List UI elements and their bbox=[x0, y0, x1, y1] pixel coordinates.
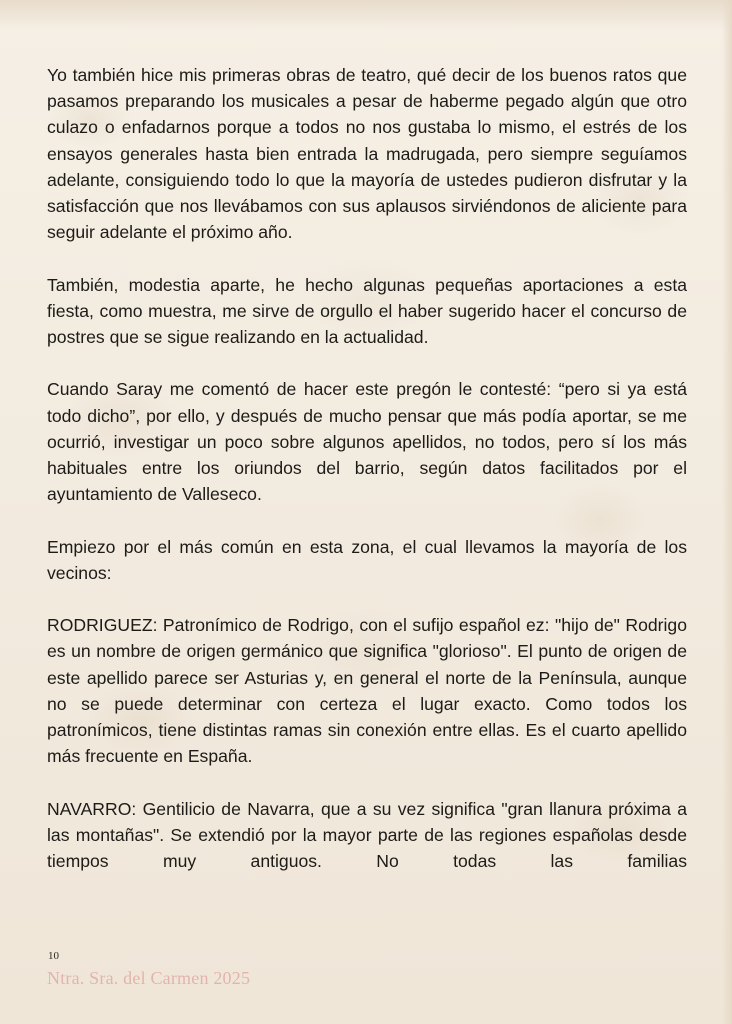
paragraph-teatro: Yo también hice mis primeras obras de teatro, qué decir de los buenos ratos que pasamos preparando los musicales a pesar de haberme pegado algún que otro culazo o enfadarnos porque a todos no nos gustaba lo mismo, el estrés de los ensayos generales hasta bien entrada la madrugada, pero siempre seguíamos adelante, consiguiendo todo lo que la mayoría de ustedes pudieron disfrutar y la satisfacción que nos llevábamos con sus aplausos sirviéndonos de aliciente para seguir adelante el próximo año. bbox=[47, 65, 687, 243]
paragraph-empiezo: Empiezo por el más común en esta zona, el cual llevamos la mayoría de los vecinos: bbox=[47, 536, 687, 583]
body-text bbox=[47, 62, 687, 874]
page-number: 10 bbox=[48, 950, 59, 962]
paragraph-aportaciones: También, modestia aparte, he hecho algunas pequeñas aportaciones a esta fiesta, como muestra, me sirve de orgullo el haber sugerido hacer el concurso de postres que se sigue realizando en la actualidad. bbox=[47, 274, 687, 348]
footer-title: Ntra. Sra. del Carmen 2025 bbox=[47, 968, 251, 988]
paragraph-rodriguez: RODRIGUEZ: Patronímico de Rodrigo, con el sufijo español ez: "hijo de" Rodrigo es un nombre de origen germánico que significa "glorioso". El punto de origen de este apellido parece ser Asturias y, en general el norte de la Península, aunque no se puede determinar con certeza el lugar exacto. Como todos los patronímicos, tiene distintas ramas sin conexión entre ellas. Es el cuarto apellido más frecuente en España. bbox=[47, 615, 687, 767]
paragraph-pregon: Cuando Saray me comentó de hacer este pregón le contesté: “pero si ya está todo dicho”, por ello, y después de mucho pensar que más podía aportar, se me ocurrió, investigar un poco sobre algunos apellidos, no todos, pero sí los más habituales entre los oriundos del barrio, según datos facilitados por el ayuntamiento de Valleseco. bbox=[47, 379, 687, 505]
paragraph-navarro: NAVARRO: Gentilicio de Navarra, que a su vez significa "gran llanura próxima a las montañas". Se extendió por la mayor parte de las regiones españolas desde tiempos muy antiguos. No todas las familias bbox=[47, 798, 687, 872]
